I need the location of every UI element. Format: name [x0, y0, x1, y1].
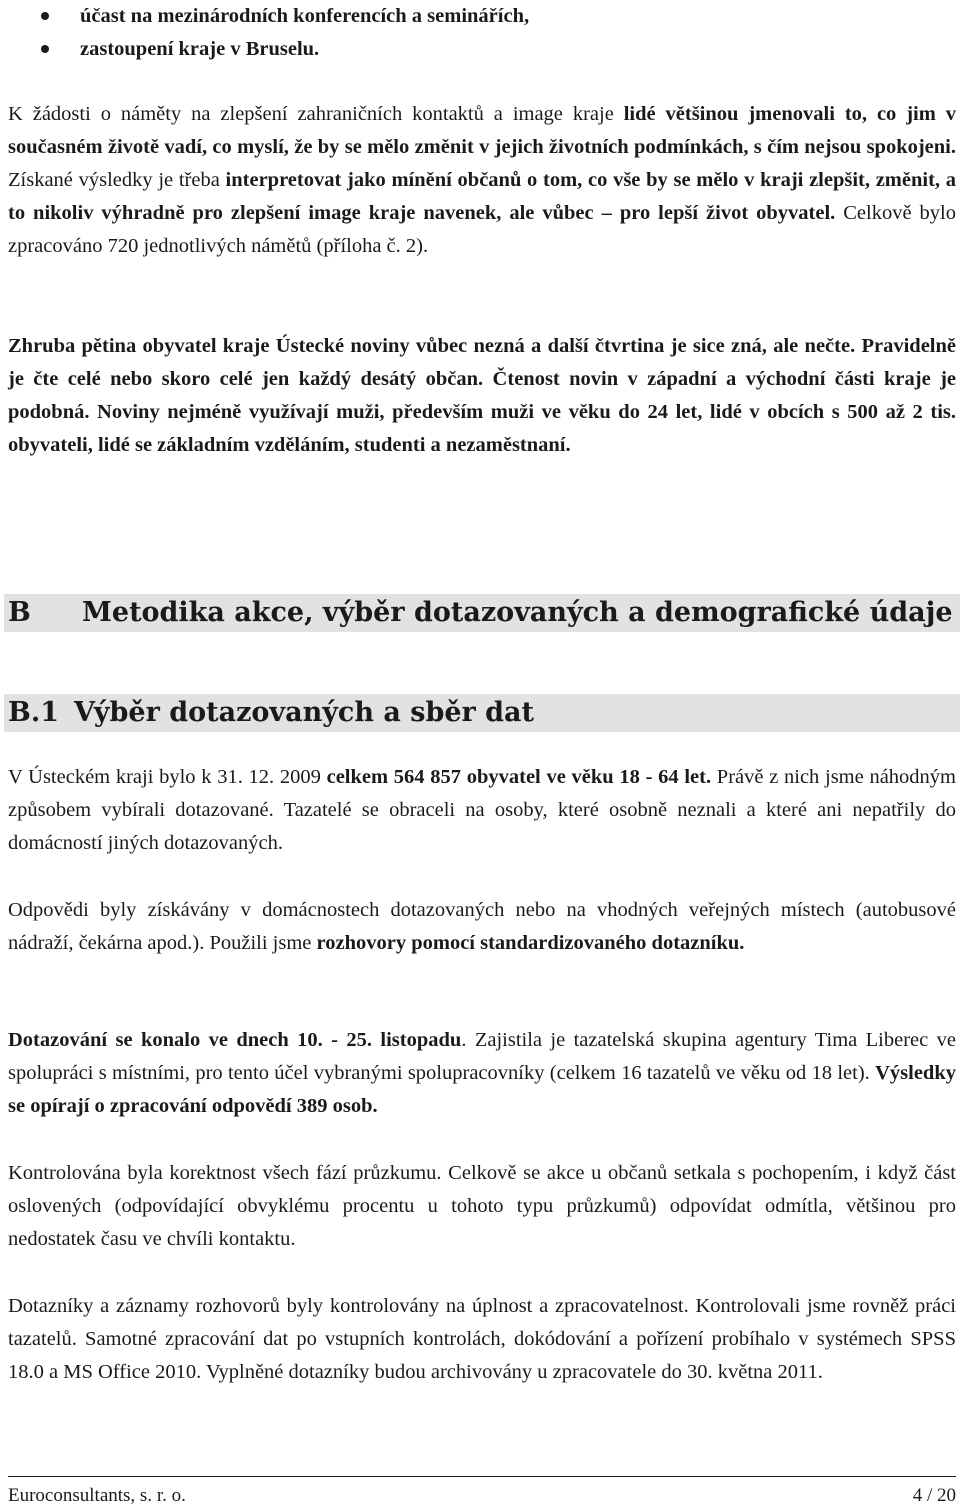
paragraph-suggestions	[8, 98, 956, 263]
text-run-bold: Dotazování se konalo ve dnech 10. - 25. listopadu	[8, 1029, 462, 1051]
bullet-icon	[41, 12, 49, 20]
bullet-text: zastoupení kraje v Bruselu.	[80, 38, 320, 60]
paragraph-answers	[8, 894, 956, 960]
text-run: Odpovědi byly získávány v domácnostech dotazovaných nebo na vhodných veřejných místech (autobusové nádraží, čekárna apod.). Použili jsme	[8, 899, 956, 954]
bullet-text: účast na mezinárodních konferencích a seminářích,	[80, 5, 530, 27]
text-run: V Ústeckém kraji bylo k 31. 12. 2009	[8, 766, 327, 788]
paragraph-newspapers: Zhruba pětina obyvatel kraje Ústecké noviny vůbec nezná a další čtvrtina je sice zná, ale nečte. Pravidelně je čte celé nebo skoro celé jen každý desátý občan. Čtenost novin v západní a východní části kraje je podobná. Noviny nejméně využívají muži, především muži ve věku do 24 let, lidé v obcích s 500 až 2 tis. obyvateli, lidé se základním vzděláním, studenti a nezaměstnaní.	[8, 335, 956, 456]
list-item	[8, 33, 956, 66]
paragraph-processing: Dotazníky a záznamy rozhovorů byly kontrolovány na úplnost a zpracovatelnost. Kontrolovali jsme rovněž práci tazatelů. Samotné zpracování dat po vstupních kontrolách, dokódování a pořízení probíhalo v systémech SPSS 18.0 a MS Office 2010. Vyplněné dotazníky budou archivovány u zpracovatele do 30. května 2011.	[8, 1295, 956, 1383]
text-run: K žádosti o náměty na zlepšení zahraničních kontaktů a image kraje	[8, 103, 624, 125]
list-item	[8, 0, 956, 33]
footer-divider	[8, 1476, 956, 1477]
section-number: B	[8, 597, 31, 628]
section-heading-b	[4, 594, 960, 632]
text-run-bold: celkem 564 857 obyvatel ve věku 18 - 64 let.	[326, 766, 712, 788]
section-heading-b1	[4, 694, 960, 732]
text-run-bold: Výsledky se opírají o zpracování odpovědí 389 osob.	[8, 1062, 956, 1117]
text-run-bold: rozhovory pomocí standardizovaného dotazníku.	[316, 932, 745, 954]
page-number: 4 / 20	[912, 1485, 956, 1506]
text-run-bold: interpretovat jako mínění občanů o tom, co vše by se mělo v kraji zlepšit, změnit, a to nikoliv výhradně pro zlepšení image kraje navenek, ale vůbec – pro lepší život obyvatel.	[8, 169, 956, 224]
page-footer	[8, 1483, 956, 1509]
section-title: Metodika akce, výběr dotazovaných a demografické údaje	[82, 597, 953, 628]
bullet-icon	[41, 45, 49, 53]
text-run: Celkově bylo zpracováno 720 jednotlivých námětů (příloha č. 2).	[8, 202, 956, 257]
text-run-bold: lidé většinou jmenovali to, co jim v současném životě vadí, co myslí, že by se mělo změnit v jejich životních podmínkách, s čím nejsou spokojeni.	[8, 103, 956, 158]
paragraph-control: Kontrolována byla korektnost všech fází průzkumu. Celkově se akce u občanů setkala s pochopením, i když část oslovených (odpovídající obvyklému procentu u tohoto typu průzkumů) odpovídat odmítla, většinou pro nedostatek času ve chvíli kontaktu.	[8, 1162, 956, 1250]
bullet-list	[8, 0, 956, 66]
text-run: . Zajistila je tazatelská skupina agentury Tima Liberec ve spolupráci s místními, pro tento účel vybranými spolupracovníky (celkem 16 tazatelů ve věku od 18 let).	[8, 1029, 956, 1084]
paragraph-population	[8, 761, 956, 860]
paragraph-dates	[8, 1024, 956, 1123]
footer-company: Euroconsultants, s. r. o.	[8, 1485, 186, 1506]
section-title: Výběr dotazovaných a sběr dat	[74, 697, 535, 728]
text-run: Právě z nich jsme náhodným způsobem vybírali dotazované. Tazatelé se obraceli na osoby, které osobně neznali a které ani nepatřily do domácností jiných dotazovaných.	[8, 766, 956, 854]
text-run: Získané výsledky je třeba	[8, 169, 226, 191]
section-number: B.1	[8, 697, 60, 728]
